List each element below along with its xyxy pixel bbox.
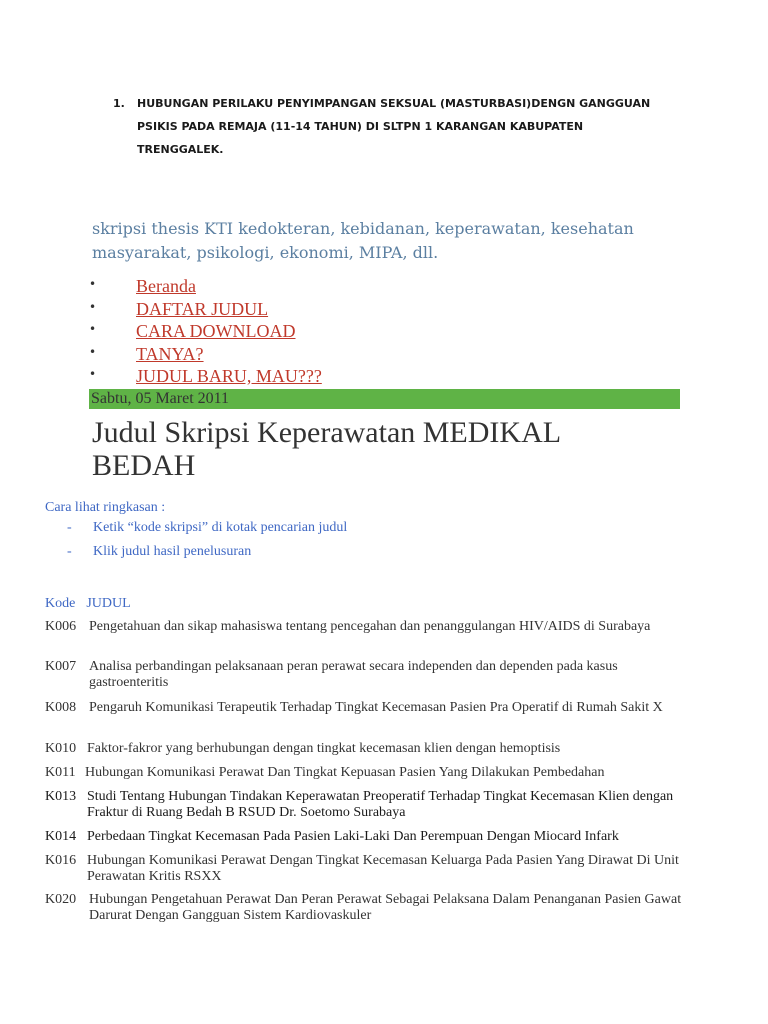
row-title: Hubungan Pengetahuan Perawat Dan Peran Perawat Sebagai Pelaksana Dalam Penanganan Pasien Gawat Darurat Dengan Gangguan Sistem Kardiovaskuler bbox=[89, 892, 682, 923]
bullet-icon: • bbox=[89, 299, 97, 314]
howto-step-text: Ketik “kode skripsi” di kotak pencarian judul bbox=[93, 520, 348, 535]
post-date-bar bbox=[89, 389, 680, 409]
dash-marker: - bbox=[67, 520, 72, 535]
bullet-icon: • bbox=[89, 344, 97, 359]
bullet-icon: • bbox=[89, 367, 97, 381]
row-code: K013 bbox=[45, 789, 77, 804]
row-title: Studi Tentang Hubungan Tindakan Keperawatan Preoperatif Terhadap Tingkat Kecemasan Klien dengan Fraktur di Ruang Bedah B RSUD Dr. Soetomo Surabaya bbox=[87, 789, 674, 820]
bullet-icon: • bbox=[89, 322, 97, 336]
row-code: K011 bbox=[45, 765, 76, 780]
row-code: K006 bbox=[45, 619, 77, 634]
table-row bbox=[45, 659, 685, 691]
nav-item-beranda bbox=[89, 276, 489, 299]
table-row bbox=[45, 619, 685, 635]
row-title: Pengaruh Komunikasi Terapeutik Terhadap Tingkat Kecemasan Pasien Pra Operatif di Rumah Sakit X bbox=[89, 700, 663, 715]
nav-item-cara-download bbox=[89, 321, 489, 344]
nav-item-daftar-judul bbox=[89, 299, 489, 322]
howto-section bbox=[45, 500, 665, 568]
table-row bbox=[45, 829, 685, 845]
row-title: Pengetahuan dan sikap mahasiswa tentang pencegahan dan penanggulangan HIV/AIDS di Surabaya bbox=[89, 619, 651, 634]
row-code: K007 bbox=[45, 659, 77, 674]
nav-link-cara-download[interactable]: CARA DOWNLOAD bbox=[136, 321, 296, 341]
post-title: Judul Skripsi Keperawatan MEDIKAL BEDAH bbox=[92, 416, 560, 482]
post-date: Sabtu, 05 Maret 2011 bbox=[91, 390, 230, 407]
table-row bbox=[45, 765, 685, 781]
nav-item-tanya bbox=[89, 344, 489, 367]
row-code: K008 bbox=[45, 700, 77, 715]
nav-menu bbox=[89, 276, 489, 389]
table-header bbox=[45, 596, 131, 612]
row-title: Perbedaan Tingkat Kecemasan Pada Pasien Laki-Laki Dan Perempuan Dengan Miocard Infark bbox=[87, 829, 619, 844]
howto-step bbox=[45, 544, 665, 568]
table-row bbox=[45, 853, 685, 885]
howto-step bbox=[45, 520, 665, 544]
row-title: Analisa perbandingan pelaksanaan peran perawat secara independen dan dependen pada kasus gastroenteritis bbox=[89, 659, 618, 690]
row-code: K020 bbox=[45, 892, 77, 907]
row-code: K014 bbox=[45, 829, 77, 844]
table-row bbox=[45, 892, 685, 924]
column-header-code: Kode bbox=[45, 596, 76, 611]
table-row bbox=[45, 700, 685, 716]
nav-link-judul-baru[interactable]: JUDUL BARU, MAU??? bbox=[136, 366, 322, 386]
howto-heading: Cara lihat ringkasan : bbox=[45, 500, 166, 515]
nav-link-daftar-judul[interactable]: DAFTAR JUDUL bbox=[136, 298, 269, 319]
row-title: Hubungan Komunikasi Perawat Dengan Tingkat Kecemasan Keluarga Pada Pasien Yang Dirawat Di Unit Perawatan Kritis RSXX bbox=[87, 853, 679, 884]
site-tagline: skripsi thesis KTI kedokteran, kebidanan, keperawatan, kesehatan masyarakat, psikologi, ekonomi, MIPA, dll. bbox=[92, 219, 634, 262]
table-row bbox=[45, 789, 685, 821]
numbered-heading bbox=[113, 92, 673, 161]
row-code: K010 bbox=[45, 741, 77, 756]
list-number: 1. bbox=[113, 97, 125, 110]
bullet-icon: • bbox=[89, 277, 97, 291]
row-code: K016 bbox=[45, 853, 77, 868]
table-row bbox=[45, 741, 685, 757]
nav-link-tanya[interactable]: TANYA? bbox=[136, 343, 204, 364]
nav-link-beranda[interactable]: Beranda bbox=[136, 276, 196, 296]
row-title: Hubungan Komunikasi Perawat Dan Tingkat Kepuasan Pasien Yang Dilakukan Pembedahan bbox=[85, 765, 605, 780]
numbered-heading-text: HUBUNGAN PERILAKU PENYIMPANGAN SEKSUAL (MASTURBASI)DENGN GANGGUAN PSIKIS PADA REMAJA (11-14 TAHUN) DI SLTPN 1 KARANGAN KABUPATEN TRENGGALEK. bbox=[137, 97, 651, 156]
row-title: Faktor-fakror yang berhubungan dengan tingkat kecemasan klien dengan hemoptisis bbox=[87, 741, 561, 756]
dash-marker: - bbox=[67, 544, 72, 559]
howto-step-text: Klik judul hasil penelusuran bbox=[93, 544, 252, 559]
column-header-title: JUDUL bbox=[86, 596, 131, 611]
nav-item-judul-baru bbox=[89, 366, 489, 389]
